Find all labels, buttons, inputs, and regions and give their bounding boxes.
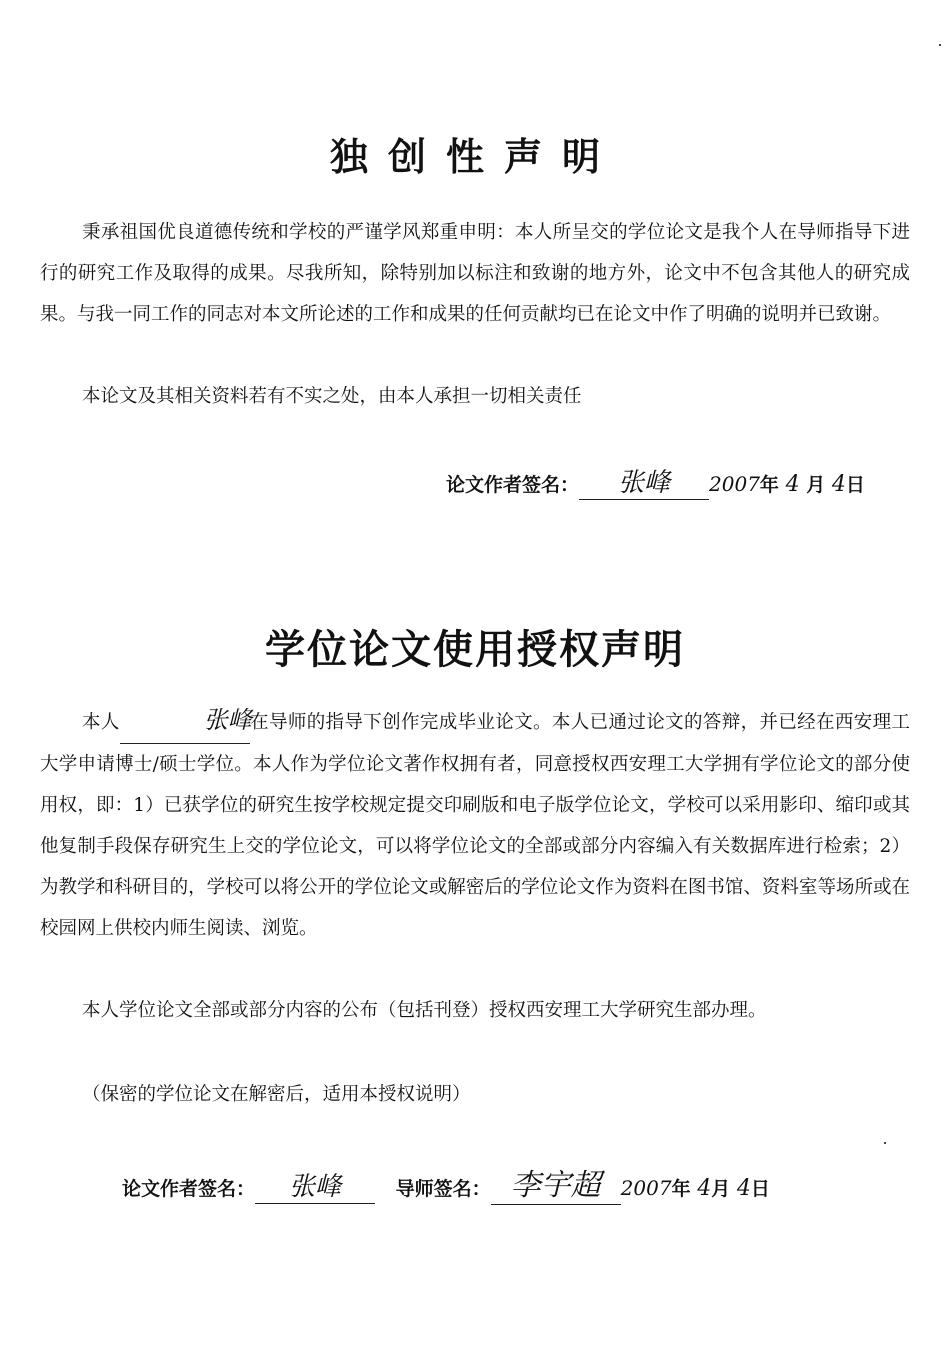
scan-speck	[939, 44, 941, 46]
originality-paragraph-1: 秉承祖国优良道德传统和学校的严谨学风郑重申明：本人所呈交的学位论文是我个人在导师指导下进行的研究工作及取得的成果。尽我所知，除特别加以标注和致谢的地方外，论文中不包含其他人的研究成果。与我一同工作的同志对本文所论述的工作和成果的任何贡献均已在论文中作了明确的说明并已致谢。	[40, 222, 910, 325]
author-name-field	[120, 702, 250, 744]
signature-month-2: 4	[697, 1176, 712, 1201]
authorization-paragraph-2: 本人学位论文全部或部分内容的公布（包括刊登）授权西安理工大学研究生部办理。	[82, 1000, 767, 1021]
authorization-body: 在导师的指导下创作完成毕业论文。本人已通过论文的答辩，并已经在西安理工大学申请博士/硕士学位。本人作为学位论文著作权拥有者，同意授权西安理工大学拥有学位论文的部分使用权，即：1）已获学位的研究生按学校规定提交印刷版和电子版学位论文，学校可以采用影印、缩印或其他复制手段保存研究生上交的学位论文，可以将学位论文的全部或部分内容编入有关数据库进行检索；2）为教学和科研目的，学校可以将公开的学位论文或解密后的学位论文作为资料在图书馆、资料室等场所或在校园网上供校内师生阅读、浏览。	[40, 712, 910, 939]
authorization-paragraph-1	[40, 702, 910, 949]
signature-day-unit: 日	[845, 474, 865, 496]
signature-day: 4	[831, 472, 846, 497]
originality-signature-line	[446, 462, 865, 500]
signature-month-unit: 月	[806, 474, 826, 496]
authorization-signature-line	[122, 1160, 770, 1205]
author-signature-2	[255, 1166, 375, 1204]
authorization-prefix: 本人	[82, 712, 120, 733]
signature-year: 2007	[709, 472, 760, 496]
author-signature-label: 论文作者签名：	[446, 474, 580, 496]
originality-title: 独创性声明	[329, 134, 620, 179]
author-signature-label-2: 论文作者签名：	[122, 1178, 256, 1200]
advisor-signature-label: 导师签名：	[395, 1178, 491, 1200]
signature-year-unit-2: 年	[671, 1178, 691, 1200]
author-signature	[579, 462, 709, 500]
scan-speck	[884, 1142, 886, 1144]
author-name-handwritten: 张峰	[203, 706, 252, 734]
author-signature-name-2: 张峰	[289, 1172, 342, 1202]
signature-day-unit-2: 日	[750, 1178, 770, 1200]
authorization-paragraph-3: （保密的学位论文在解密后，适用本授权说明）	[82, 1084, 471, 1105]
signature-year-unit: 年	[759, 474, 779, 496]
signature-month: 4	[785, 472, 800, 497]
author-signature-name: 张峰	[618, 468, 671, 498]
originality-paragraph-2: 本论文及其相关资料若有不实之处，由本人承担一切相关责任	[82, 386, 582, 407]
signature-month-unit-2: 月	[711, 1178, 731, 1200]
signature-year-2: 2007	[620, 1176, 672, 1200]
authorization-title: 学位论文使用授权声明	[265, 626, 685, 673]
advisor-signature-name: 李宇超	[510, 1168, 601, 1203]
signature-day-2: 4	[736, 1176, 751, 1201]
advisor-signature	[491, 1160, 621, 1205]
